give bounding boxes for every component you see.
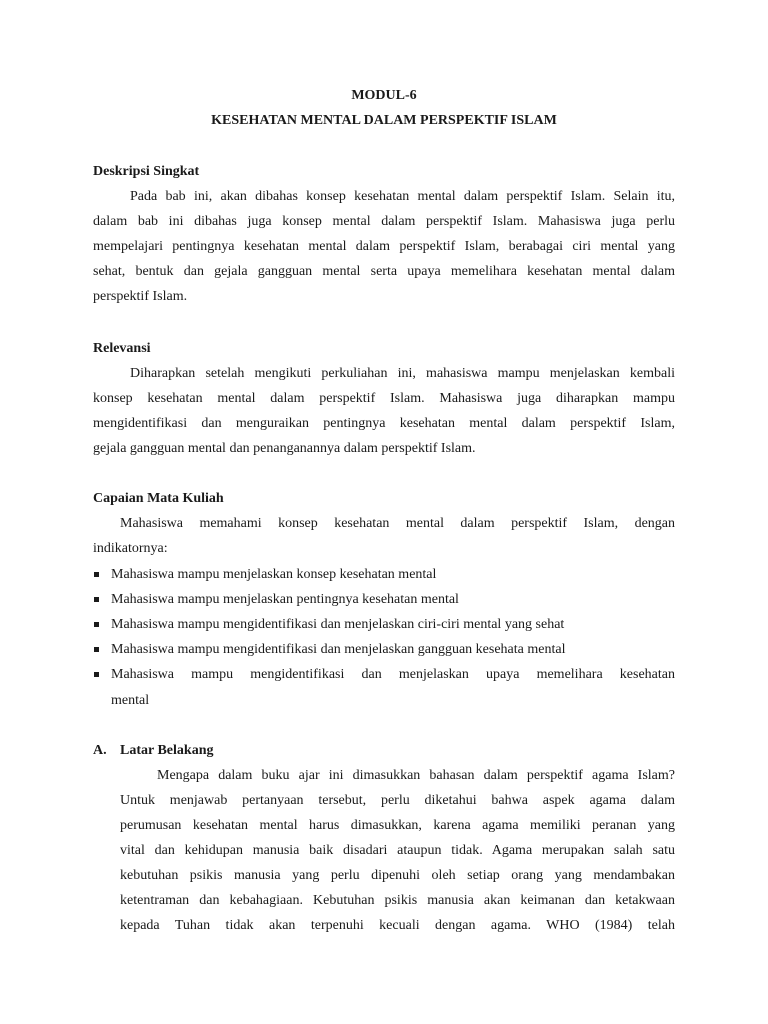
section-heading-capaian: Capaian Mata Kuliah <box>93 491 224 506</box>
section-heading-relevansi: Relevansi <box>93 341 151 356</box>
list-item: Mahasiswa mampu mengidentifikasi dan menjelaskan upaya memelihara kesehatan <box>111 667 675 682</box>
bullet-marker <box>94 572 99 577</box>
bullet-marker <box>94 647 99 652</box>
section-letter: A. <box>93 743 107 758</box>
paragraph-line: Mahasiswa memahami konsep kesehatan mental dalam perspektif Islam, dengan <box>120 516 675 531</box>
paragraph-line: dalam bab ini dibahas juga konsep mental dalam perspektif Islam. Mahasiswa juga perlu <box>93 214 675 229</box>
list-item: Mahasiswa mampu mengidentifikasi dan menjelaskan ciri-ciri mental yang sehat <box>111 617 565 632</box>
bullet-marker <box>94 622 99 627</box>
paragraph-line: vital dan kehidupan manusia baik disadari ataupun tidak. Agama merupakan salah satu <box>120 843 675 858</box>
paragraph-line: mengidentifikasi dan menguraikan pentingnya kesehatan mental dalam perspektif Islam, <box>93 416 675 431</box>
paragraph-line: Diharapkan setelah mengikuti perkuliahan ini, mahasiswa mampu menjelaskan kembali <box>130 366 675 381</box>
paragraph-line: Mengapa dalam buku ajar ini dimasukkan bahasan dalam perspektif agama Islam? <box>157 768 675 783</box>
section-heading-latar-belakang: Latar Belakang <box>120 743 214 758</box>
bullet-marker <box>94 672 99 677</box>
list-item: Mahasiswa mampu mengidentifikasi dan menjelaskan gangguan kesehata mental <box>111 642 566 657</box>
paragraph-line: kepada Tuhan tidak akan terpenuhi kecuali dengan agama. WHO (1984) telah <box>120 918 675 933</box>
list-item: Mahasiswa mampu menjelaskan pentingnya kesehatan mental <box>111 592 459 607</box>
bullet-marker <box>94 597 99 602</box>
paragraph-line: konsep kesehatan mental dalam perspektif Islam. Mahasiswa juga diharapkan mampu <box>93 391 675 406</box>
paragraph-line: Pada bab ini, akan dibahas konsep kesehatan mental dalam perspektif Islam. Selain itu, <box>130 189 675 204</box>
module-number: MODUL-6 <box>351 88 417 103</box>
list-item-continuation: mental <box>111 693 150 708</box>
paragraph-line: kebutuhan psikis manusia yang perlu dipenuhi oleh setiap orang yang mendambakan <box>120 868 675 883</box>
paragraph-line: perumusan kesehatan mental harus dimasukkan, karena agama memiliki peranan yang <box>120 818 675 833</box>
paragraph-line: Untuk menjawab pertanyaan tersebut, perlu diketahui bahwa aspek agama dalam <box>120 793 675 808</box>
paragraph-line: perspektif Islam. <box>93 289 188 304</box>
paragraph-line: gejala gangguan mental dan penanganannya dalam perspektif Islam. <box>93 441 476 456</box>
paragraph-line: ketentraman dan kebahagiaan. Kebutuhan psikis manusia akan keimanan dan ketakwaan <box>120 893 675 908</box>
module-title: KESEHATAN MENTAL DALAM PERSPEKTIF ISLAM <box>211 113 557 128</box>
paragraph-line: indikatornya: <box>93 541 168 556</box>
paragraph-line: mempelajari pentingnya kesehatan mental dalam perspektif Islam, berabagai ciri mental yang <box>93 239 675 254</box>
section-heading-deskripsi: Deskripsi Singkat <box>93 164 200 179</box>
list-item: Mahasiswa mampu menjelaskan konsep kesehatan mental <box>111 567 437 582</box>
paragraph-line: sehat, bentuk dan gejala gangguan mental serta upaya memelihara kesehatan mental dalam <box>93 264 675 279</box>
